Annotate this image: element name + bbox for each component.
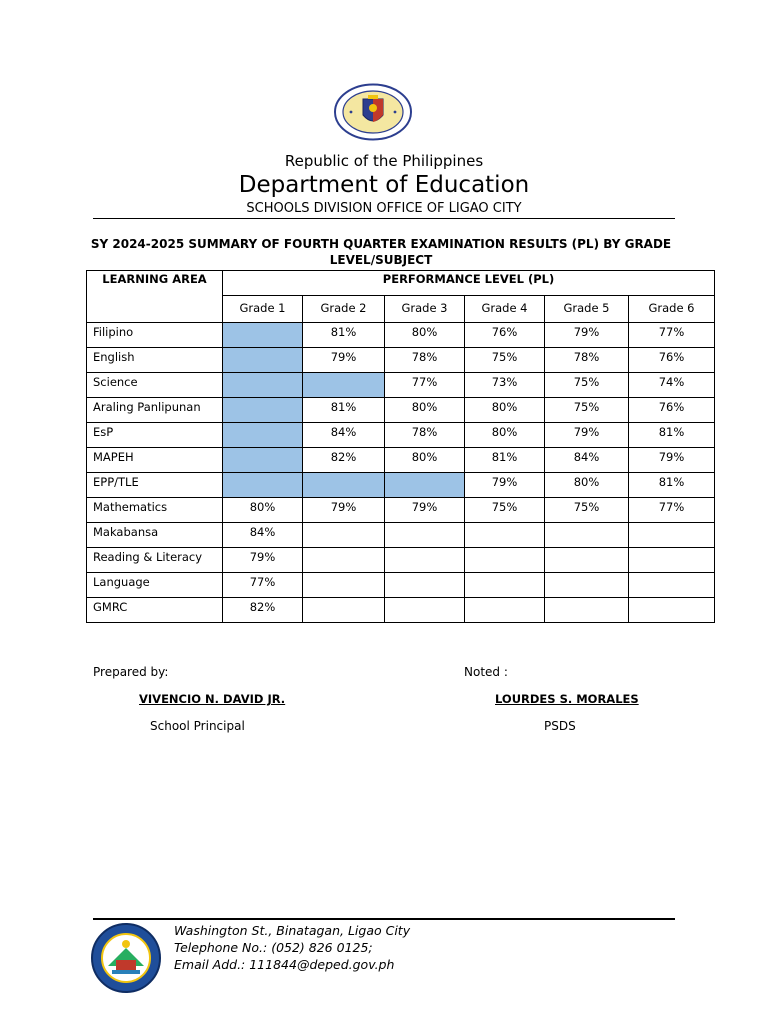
score-cell: 81% (465, 448, 545, 473)
footer-telephone: Telephone No.: (052) 826 0125; (174, 940, 373, 955)
shaded-cell (303, 473, 385, 498)
learning-area-cell: EPP/TLE (87, 473, 223, 498)
table-row (87, 448, 715, 473)
score-cell (545, 598, 629, 623)
score-cell: 82% (303, 448, 385, 473)
noted-by-name: LOURDES S. MORALES (495, 692, 639, 706)
shaded-cell (223, 348, 303, 373)
shaded-cell (223, 398, 303, 423)
score-cell: 84% (303, 423, 385, 448)
score-cell (545, 548, 629, 573)
table-row (87, 348, 715, 373)
score-cell: 79% (545, 423, 629, 448)
score-cell (629, 598, 715, 623)
score-cell: 80% (223, 498, 303, 523)
score-cell (385, 598, 465, 623)
score-cell: 75% (465, 498, 545, 523)
shaded-cell (385, 473, 465, 498)
shaded-cell (223, 323, 303, 348)
school-logo (90, 922, 162, 994)
score-cell: 75% (465, 348, 545, 373)
score-cell: 79% (303, 348, 385, 373)
learning-area-cell: Araling Panlipunan (87, 398, 223, 423)
score-cell: 80% (385, 448, 465, 473)
score-cell: 77% (385, 373, 465, 398)
table-row (87, 473, 715, 498)
shaded-cell (223, 473, 303, 498)
score-cell (385, 523, 465, 548)
grade-header: Grade 6 (629, 296, 715, 323)
score-cell: 76% (465, 323, 545, 348)
score-cell (465, 573, 545, 598)
score-cell: 82% (223, 598, 303, 623)
score-cell: 77% (223, 573, 303, 598)
score-cell: 75% (545, 398, 629, 423)
shaded-cell (303, 373, 385, 398)
table-row (87, 498, 715, 523)
header-divider (93, 218, 675, 219)
score-cell: 81% (303, 398, 385, 423)
learning-area-header: LEARNING AREA (87, 271, 223, 323)
prepared-by-title: School Principal (150, 719, 245, 733)
score-cell (545, 523, 629, 548)
grade-header: Grade 3 (385, 296, 465, 323)
score-cell: 78% (385, 348, 465, 373)
score-cell: 80% (385, 398, 465, 423)
performance-level-header: PERFORMANCE LEVEL (PL) (223, 271, 715, 296)
score-cell: 81% (629, 423, 715, 448)
learning-area-cell: English (87, 348, 223, 373)
learning-area-cell: Filipino (87, 323, 223, 348)
department-heading: Department of Education (238, 172, 530, 198)
score-cell: 80% (465, 398, 545, 423)
score-cell (629, 573, 715, 598)
grade-header: Grade 1 (223, 296, 303, 323)
score-cell: 78% (385, 423, 465, 448)
learning-area-cell: MAPEH (87, 448, 223, 473)
score-cell: 76% (629, 398, 715, 423)
noted-label: Noted : (464, 665, 508, 679)
score-cell: 79% (465, 473, 545, 498)
learning-area-cell: Reading & Literacy (87, 548, 223, 573)
table-row (87, 423, 715, 448)
prepared-by-name: VIVENCIO N. DAVID JR. (139, 692, 286, 706)
learning-area-cell: Makabansa (87, 523, 223, 548)
score-cell: 84% (223, 523, 303, 548)
footer-address: Washington St., Binatagan, Ligao City (174, 923, 411, 938)
score-cell (629, 548, 715, 573)
table-row (87, 548, 715, 573)
score-cell: 80% (385, 323, 465, 348)
score-cell: 79% (303, 498, 385, 523)
shaded-cell (223, 448, 303, 473)
table-row (87, 573, 715, 598)
score-cell (385, 573, 465, 598)
score-cell: 79% (545, 323, 629, 348)
republic-heading: Republic of the Philippines (284, 152, 484, 170)
learning-area-cell: Science (87, 373, 223, 398)
score-cell: 79% (629, 448, 715, 473)
table-row (87, 523, 715, 548)
score-cell: 75% (545, 373, 629, 398)
prepared-by-label: Prepared by: (93, 665, 169, 679)
table-row (87, 373, 715, 398)
score-cell (303, 523, 385, 548)
table-row (87, 323, 715, 348)
grade-header: Grade 5 (545, 296, 629, 323)
noted-by-title: PSDS (544, 719, 576, 733)
score-cell: 79% (385, 498, 465, 523)
score-cell: 76% (629, 348, 715, 373)
score-cell: 79% (223, 548, 303, 573)
division-heading: SCHOOLS DIVISION OFFICE OF LIGAO CITY (246, 201, 522, 216)
grade-header: Grade 4 (465, 296, 545, 323)
table-row (87, 398, 715, 423)
report-title: SY 2024-2025 SUMMARY OF FOURTH QUARTER EXAMINATION RESULTS (PL) BY GRADE LEVEL/SUBJECT (90, 237, 672, 267)
score-cell: 73% (465, 373, 545, 398)
score-cell (303, 598, 385, 623)
shaded-cell (223, 423, 303, 448)
score-cell: 80% (545, 473, 629, 498)
score-cell: 75% (545, 498, 629, 523)
score-cell (465, 523, 545, 548)
score-cell: 84% (545, 448, 629, 473)
score-cell: 77% (629, 323, 715, 348)
score-cell (545, 573, 629, 598)
score-cell (385, 548, 465, 573)
score-cell (303, 573, 385, 598)
grade-header: Grade 2 (303, 296, 385, 323)
footer-divider (93, 918, 675, 920)
score-cell (465, 548, 545, 573)
score-cell: 80% (465, 423, 545, 448)
results-table (86, 270, 715, 623)
score-cell: 74% (629, 373, 715, 398)
shaded-cell (223, 373, 303, 398)
score-cell (629, 523, 715, 548)
deped-seal-logo (333, 83, 413, 141)
score-cell (303, 548, 385, 573)
score-cell: 78% (545, 348, 629, 373)
score-cell: 77% (629, 498, 715, 523)
learning-area-cell: GMRC (87, 598, 223, 623)
learning-area-cell: Language (87, 573, 223, 598)
table-row (87, 598, 715, 623)
score-cell (465, 598, 545, 623)
score-cell: 81% (629, 473, 715, 498)
learning-area-cell: EsP (87, 423, 223, 448)
score-cell: 81% (303, 323, 385, 348)
learning-area-cell: Mathematics (87, 498, 223, 523)
footer-email: Email Add.: 111844@deped.gov.ph (174, 957, 395, 972)
